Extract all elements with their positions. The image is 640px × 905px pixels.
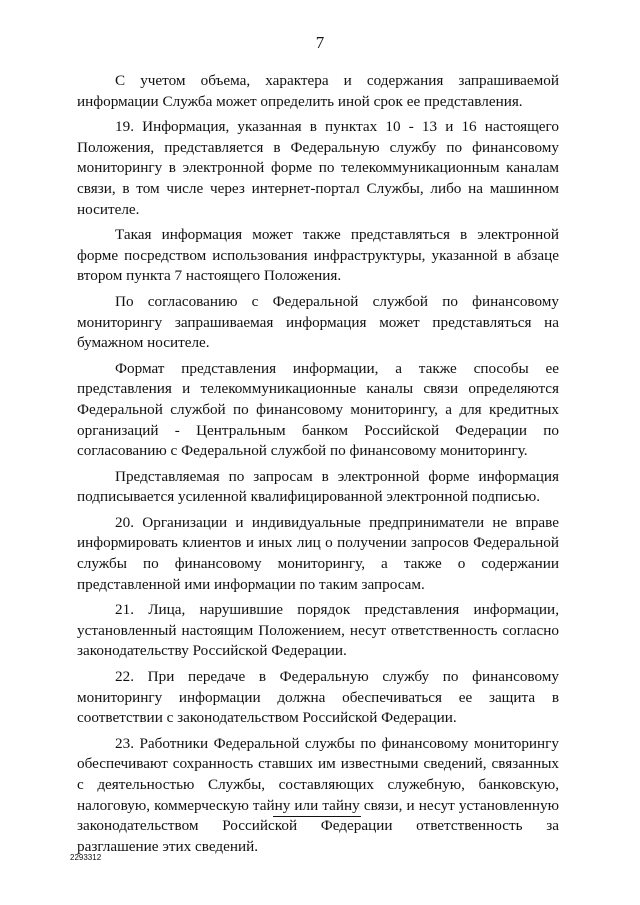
- document-code: 2293312: [70, 853, 102, 862]
- page-number: 7: [315, 33, 325, 52]
- paragraph-item-19: 19. Информация, указанная в пунктах 10 - 13 и 16 настоящего Положения, представляется в Федеральную службу по финансовому мониторингу в электронной форме по телекоммуникационным каналам связи, в том числе через интернет-портал Службы, либо на машинном носителе.: [77, 118, 559, 218]
- paragraph-item-22: 22. При передаче в Федеральную службу по финансовому мониторингу информации должна обеспечиваться ее защита в соответствии с законодательством Российской Федерации.: [77, 668, 559, 727]
- paragraph-signature: Представляемая по запросам в электронной форме информация подписывается усиленной квалифицированной электронной подписью.: [77, 467, 559, 506]
- end-separator-line: [273, 816, 361, 817]
- paragraph-item-20: 20. Организации и индивидуальные предприниматели не вправе информировать клиентов и иных лиц о получении запросов Федеральной службы по финансовому мониторингу, а также о содержании представленной ими информации по таким запросам.: [77, 513, 559, 593]
- paragraph-item-21: 21. Лица, нарушившие порядок представления информации, установленный настоящим Положением, несут ответственность согласно законодательству Российской Федерации.: [77, 601, 559, 660]
- paragraph-electronic-infrastructure: Такая информация может также представляться в электронной форме посредством использования инфраструктуры, указанной в абзаце втором пункта 7 настоящего Положения.: [77, 226, 559, 285]
- paragraph-format: Формат представления информации, а также способы ее представления и телекоммуникационные каналы связи определяются Федеральной службой по финансовому мониторингу, а для кредитных организаций - Центральным банком Российской Федерации по согласованию с Федеральной службой по финансовому мониторингу.: [77, 359, 559, 460]
- paragraph-item-23: 23. Работники Федеральной службы по финансовому мониторингу обеспечивают сохранность ставших им известными сведений, связанных с деятельностью Службы, составляющих служебную, банковскую, налоговую, коммерческую тайну или тайну связи, и несут установленную законодательством Российской Федерации ответственность за разглашение этих сведений.: [77, 734, 559, 855]
- paragraph-response-deadline: С учетом объема, характера и содержания запрашиваемой информации Служба может определить иной срок ее представления.: [77, 72, 559, 110]
- paragraph-paper-medium: По согласованию с Федеральной службой по финансовому мониторингу запрашиваемая информация может представляться на бумажном носителе.: [77, 292, 559, 352]
- document-body: [77, 71, 559, 862]
